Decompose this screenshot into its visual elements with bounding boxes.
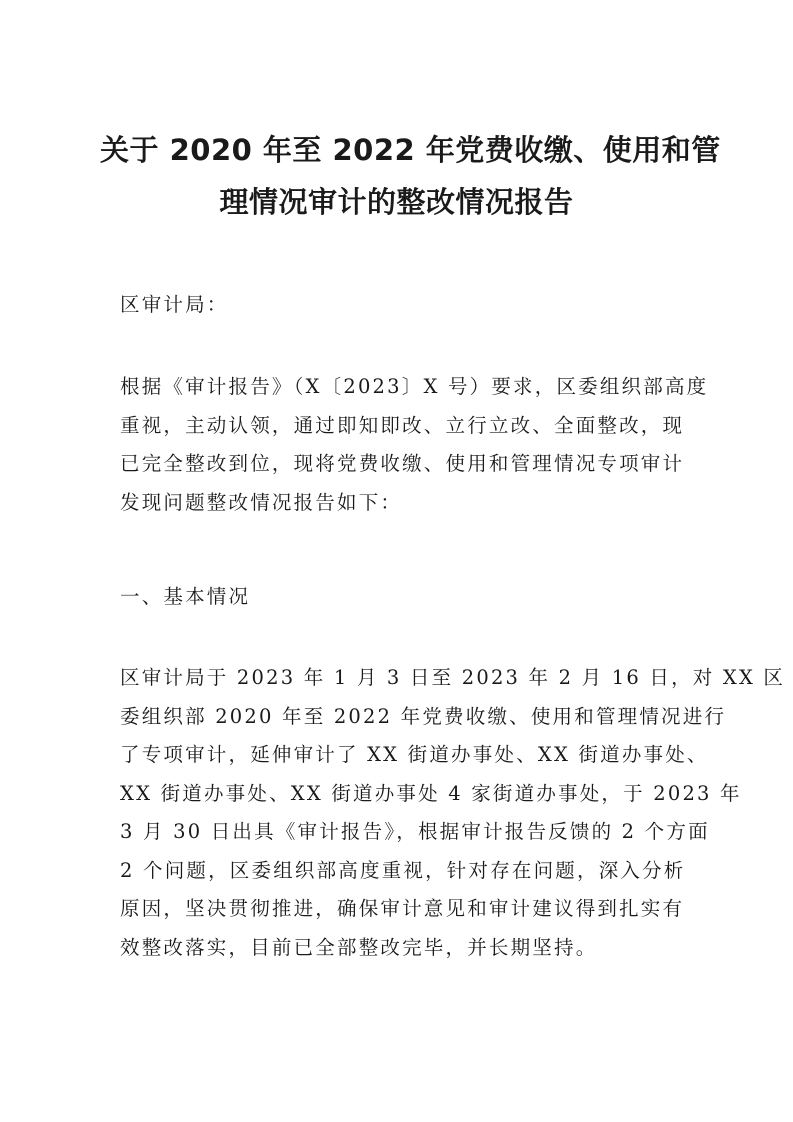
body-line: XX 街道办事处、XX 街道办事处 4 家街道办事处，于 2023 年 (120, 781, 742, 805)
intro-paragraph (120, 368, 709, 522)
salutation (120, 286, 680, 325)
body-line: 2 个问题，区委组织部高度重视，针对存在问题，深入分析 (120, 858, 686, 882)
body-line: 了专项审计，延伸审计了 XX 街道办事处、XX 街道办事处、 (120, 743, 709, 766)
body-line: 3 月 30 日出具《审计报告》，根据审计报告反馈的 2 个方面 (120, 820, 710, 843)
intro-line: 重视，主动认领，通过即知即改、立行立改、全面整改，现 (120, 413, 685, 437)
body-paragraph (120, 659, 786, 967)
body-line: 委组织部 2020 年至 2022 年党费收缴、使用和管理情况进行 (120, 704, 727, 728)
section-heading-text: 一、基本情况 (120, 585, 251, 608)
intro-line: 发现问题整改情况报告如下： (120, 490, 403, 514)
document-title (100, 124, 721, 228)
body-line: 区审计局于 2023 年 1 月 3 日至 2023 年 2 月 16 日，对 XX 区 (120, 666, 786, 689)
title-line-2: 理情况审计的整改情况报告 (219, 185, 574, 219)
intro-line: 根据《审计报告》（X〔2023〕X 号）要求，区委组织部高度 (120, 375, 709, 398)
title-line-1: 关于 2020 年至 2022 年党费收缴、使用和管 (100, 133, 721, 167)
salutation-text: 区审计局： (120, 293, 229, 316)
section-heading (120, 578, 680, 617)
body-line: 效整改落实，目前已全部整改完毕，并长期坚持。 (120, 935, 598, 959)
body-line: 原因，坚决贯彻推进，确保审计意见和审计建议得到扎实有 (120, 897, 685, 920)
intro-line: 已完全整改到位，现将党费收缴、使用和管理情况专项审计 (120, 452, 685, 475)
